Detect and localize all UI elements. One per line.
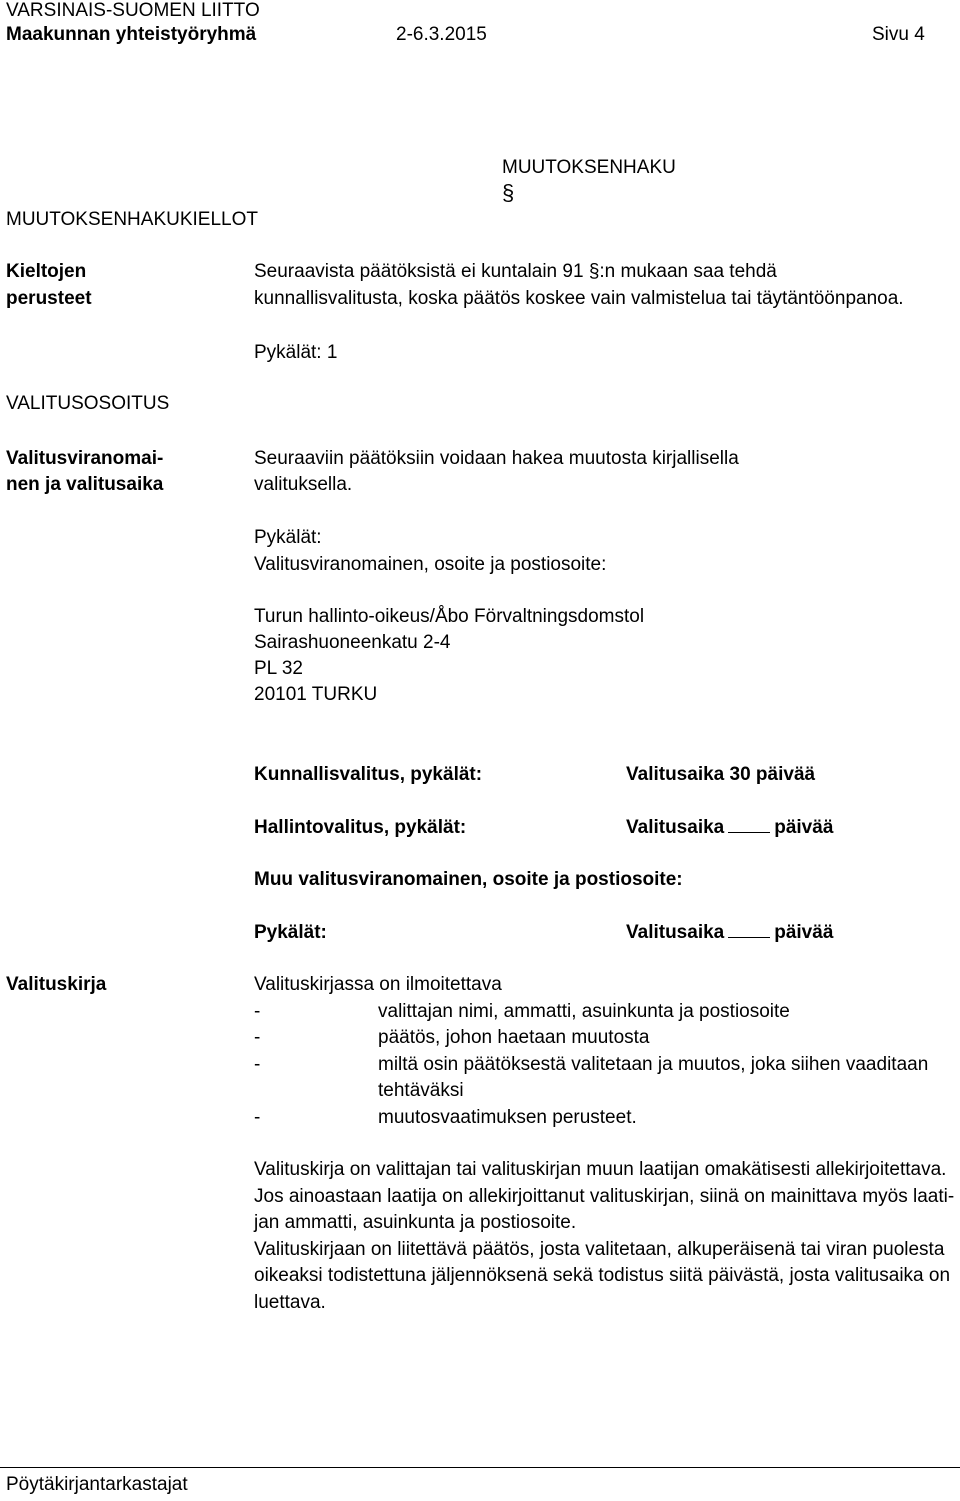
- address-line1: Turun hallinto-oikeus/Åbo Förvaltningsdomstol: [254, 606, 645, 627]
- footer-label: Pöytäkirjantarkastajat: [6, 1474, 188, 1495]
- dash: -: [254, 1001, 261, 1022]
- kieltojen-label-line1: Kieltojen: [6, 261, 87, 282]
- kieltojen-text-line2: kunnallisvalitusta, koska päätös koskee vain valmistelua tai täytäntöönpanoa.: [254, 288, 904, 309]
- valituskirja-para3-line3: luettava.: [254, 1292, 326, 1313]
- muu-valitusviranomainen-label: Muu valitusviranomainen, osoite ja postiosoite:: [254, 869, 683, 890]
- valituskirja-intro: Valituskirjassa on ilmoitettava: [254, 974, 502, 995]
- valituskirja-para3-line2: oikeaksi todistettuna jäljennöksenä sekä todistus siitä päivästä, josta valitusaika on: [254, 1265, 951, 1286]
- list-item-text: miltä osin päätöksestä valitetaan ja muutos, joka siihen vaaditaan: [378, 1054, 929, 1075]
- authority-label: Valitusviranomainen, osoite ja postiosoite:: [254, 554, 607, 575]
- address-line2: Sairashuoneenkatu 2-4: [254, 632, 451, 653]
- dash: -: [254, 1027, 261, 1048]
- list-item-text: päätös, johon haetaan muutosta: [378, 1027, 650, 1048]
- list-item-text: valittajan nimi, ammatti, asuinkunta ja postiosoite: [378, 1001, 790, 1022]
- kieltojen-text-line1: Seuraavista päätöksistä ei kuntalain 91 §:n mukaan saa tehdä: [254, 261, 777, 282]
- valitusaika-word: Valitusaika: [626, 817, 725, 838]
- page-number: Sivu 4: [872, 24, 925, 45]
- hallintovalitus-label: Hallintovalitus, pykälät:: [254, 817, 467, 838]
- valitusaika-word: Valitusaika: [626, 922, 725, 943]
- muutoksenhakukiellot-heading: MUUTOKSENHAKUKIELLOT: [6, 209, 258, 230]
- dash: -: [254, 1107, 261, 1128]
- valituskirja-label: Valituskirja: [6, 974, 107, 995]
- valitusosoitus-heading: VALITUSOSOITUS: [6, 393, 170, 414]
- kieltojen-pykalat: Pykälät: 1: [254, 342, 338, 363]
- section-sign: §: [502, 180, 515, 205]
- valitusosoitus-text-line1: Seuraaviin päätöksiin voidaan hakea muutosta kirjallisella: [254, 448, 739, 469]
- group-name: Maakunnan yhteistyöryhmä: [6, 24, 257, 45]
- muutoksenhaku-heading: MUUTOKSENHAKU: [502, 157, 676, 178]
- paivaa-word: päivää: [774, 922, 834, 943]
- valituskirja-para2-line1: Jos ainoastaan laatija on allekirjoittanut valituskirjan, siinä on mainittava myös laati-: [254, 1186, 955, 1207]
- valituskirja-para3-line1: Valituskirjaan on liitettävä päätös, josta valitetaan, alkuperäisenä tai viran puolesta: [254, 1239, 945, 1260]
- valitusviranomainen-label-line1: Valitusviranomai-: [6, 448, 164, 469]
- days-blank: [728, 921, 770, 938]
- list-item-text: muutosvaatimuksen perusteet.: [378, 1107, 637, 1128]
- valitusosoitus-pykalat: Pykälät:: [254, 527, 322, 548]
- valitusosoitus-text-line2: valituksella.: [254, 474, 353, 495]
- muu-time: [626, 920, 833, 946]
- paivaa-word: päivää: [774, 817, 834, 838]
- kunnallisvalitus-label: Kunnallisvalitus, pykälät:: [254, 764, 483, 785]
- address-line4: 20101 TURKU: [254, 684, 378, 705]
- valituskirja-para1: Valituskirja on valittajan tai valituskirjan muun laatijan omakätisesti allekirjoitettava.: [254, 1159, 947, 1180]
- valituskirja-para2-line2: jan ammatti, asuinkunta ja postiosoite.: [254, 1212, 577, 1233]
- address-line3: PL 32: [254, 658, 303, 679]
- dash: -: [254, 1054, 261, 1075]
- days-blank: [728, 816, 770, 833]
- hallintovalitus-time: [626, 815, 833, 841]
- list-item-text: tehtäväksi: [378, 1080, 464, 1101]
- footer-divider: [0, 1467, 960, 1468]
- meeting-date: 2-6.3.2015: [396, 24, 487, 45]
- kieltojen-label-line2: perusteet: [6, 288, 92, 309]
- valitusviranomainen-label-line2: nen ja valitusaika: [6, 474, 164, 495]
- muu-pykalat: Pykälät:: [254, 922, 327, 943]
- kunnallisvalitus-time: Valitusaika 30 päivää: [626, 764, 816, 785]
- org-name: VARSINAIS-SUOMEN LIITTO: [6, 0, 260, 21]
